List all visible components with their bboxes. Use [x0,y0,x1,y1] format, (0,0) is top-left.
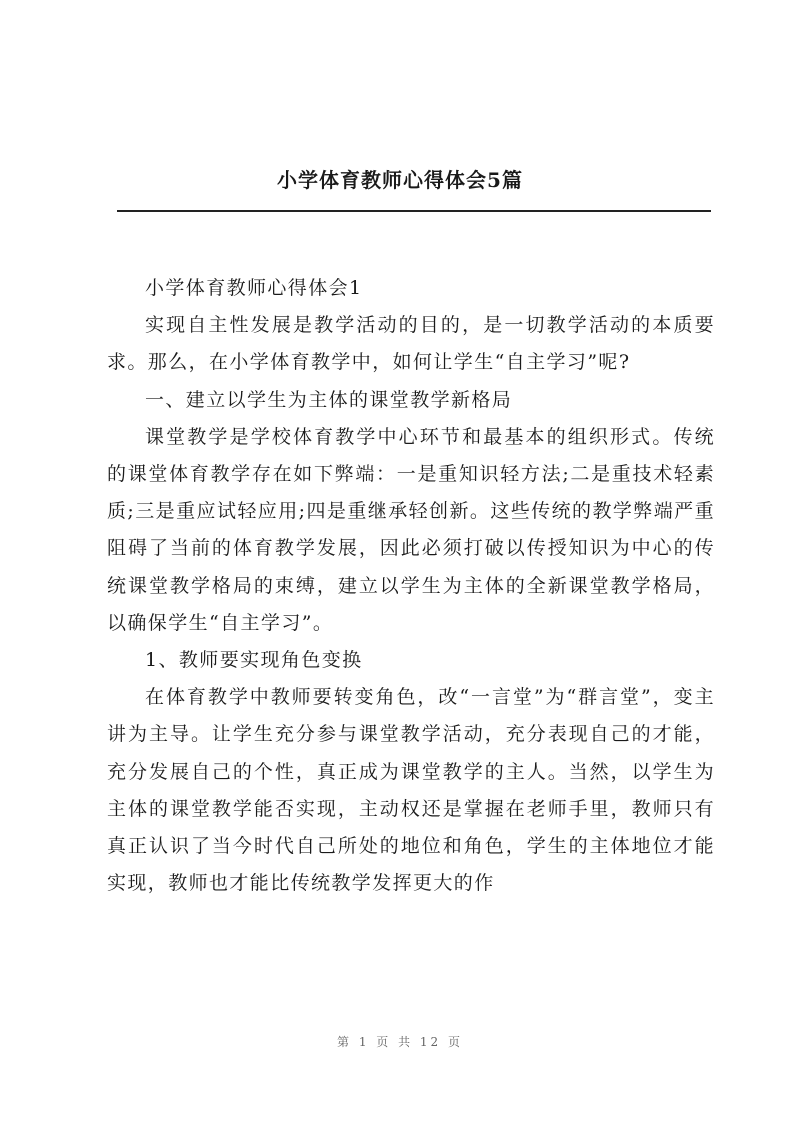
section-heading: 小学体育教师心得体会1 [145,277,363,299]
paragraph: 课堂教学是学校体育教学中心环节和最基本的组织形式。传统的课堂体育教学存在如下弊端：一是重知识轻方法;二是重技术轻素质;三是重应试轻应用;四是重继承轻创新。这些传统的教学弊端严重阻碍了当前的体育教学发展，因此必须打破以传授知识为中心的传统课堂教学格局的束缚，建立以学生为主体的全新课堂教学格局，以确保学生“自主学习”。 [107,425,715,634]
page-number: 第 1 页 共 12 页 [337,1035,463,1049]
title-divider [117,210,711,212]
document-body [107,270,715,902]
paragraph: 实现自主性发展是教学活动的目的，是一切教学活动的本质要求。那么，在小学体育教学中，如何让学生“自主学习”呢? [107,314,715,374]
subsection-heading: 1、教师要实现角色变换 [145,649,363,672]
paragraph: 在体育教学中教师要转变角色，改“一言堂”为“群言堂”，变主讲为主导。让学生充分参与课堂教学活动，充分表现自己的才能，充分发展自己的个性，真正成为课堂教学的主人。当然，以学生为主体的课堂教学能否实现，主动权还是掌握在老师手里，教师只有真正认识了当今时代自己所处的地位和角色，学生的主体地位才能实现，教师也才能比传统教学发挥更大的作 [107,686,715,895]
subsection-heading: 一、建立以学生为主体的课堂教学新格局 [145,388,513,411]
document-title: 小学体育教师心得体会5篇 [277,168,523,192]
